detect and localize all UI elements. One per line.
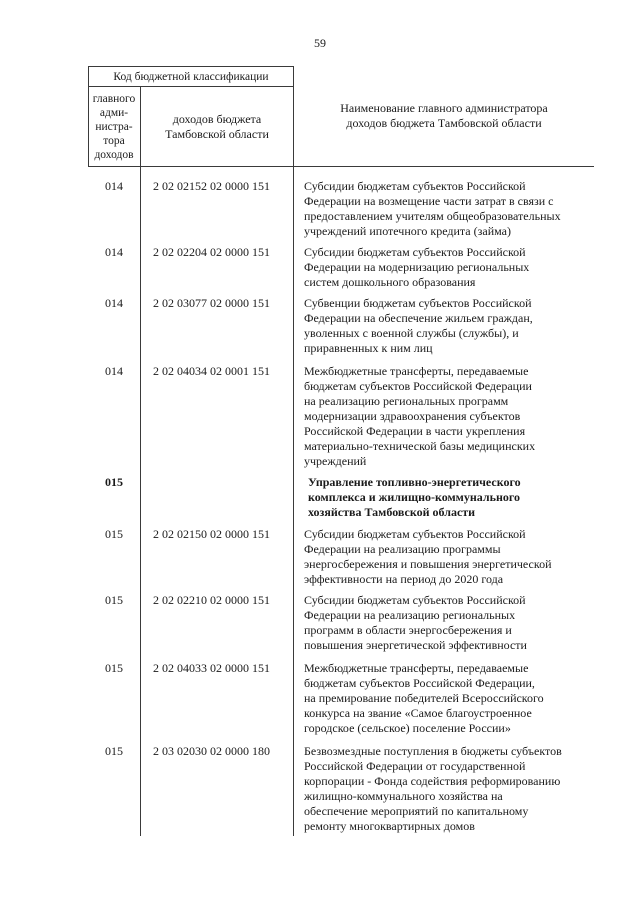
row-admin-name: Субсидии бюджетам субъектов Российской Федерации на реализацию региональных программ в области энергосбережения и повышения энергетической эффективности [304,593,527,652]
row-kbk-code: 2 02 02210 02 0000 151 [153,593,270,607]
row-admin-code: 014 [105,179,123,193]
row-admin-code: 015 [105,593,123,607]
main-admin-header: главного адми- нистра- тора доходов [92,93,136,161]
table-top-border [88,66,294,67]
row-kbk-code: 2 02 04033 02 0000 151 [153,661,270,675]
row-kbk-code: 2 02 02204 02 0000 151 [153,245,270,259]
row-admin-code: 015 [105,527,123,541]
header-divider-line [88,86,294,87]
row-kbk-code: 2 02 03077 02 0000 151 [153,296,270,310]
regional-revenue-header: доходов бюджета Тамбовской области [165,112,269,141]
section-admin-name: Управление топливно-энергетического комплекса и жилищно-коммунального хозяйства Тамбовской области [308,475,521,519]
column-divider-kbk [293,66,294,836]
header-bottom-border [88,166,594,167]
row-kbk-code: 2 02 02150 02 0000 151 [153,527,270,541]
row-admin-code: 015 [105,661,123,675]
row-admin-name: Субсидии бюджетам субъектов Российской Федерации на возмещение части затрат в связи с предоставлением учителям общеобразовательных учреждений ипотечного кредита (займа) [304,179,561,238]
admin-name-header: Наименование главного администратора доходов бюджета Тамбовской области [340,101,548,130]
row-admin-code: 014 [105,245,123,259]
page-number: 59 [314,36,326,50]
row-admin-code: 014 [105,364,123,378]
budget-classification-header: Код бюджетной классификации [113,71,269,83]
column-divider-code [140,86,141,836]
row-kbk-code: 2 02 02152 02 0000 151 [153,179,270,193]
row-admin-code: 015 [105,744,123,758]
row-admin-name: Субвенции бюджетам субъектов Российской Федерации на обеспечение жильем граждан, уволенных с военной службы (службы), и приравненных к ним лиц [304,296,533,355]
section-admin-code: 015 [105,475,123,489]
row-kbk-code: 2 03 02030 02 0000 180 [153,744,270,758]
row-admin-code: 014 [105,296,123,310]
row-admin-name: Безвозмездные поступления в бюджеты субъектов Российской Федерации от государственной корпорации - Фонда содействия реформированию жилищно-коммунального хозяйства на обеспечение мероприятий по капитальному ремонту многоквартирных домов [304,744,562,833]
row-admin-name: Субсидии бюджетам субъектов Российской Федерации на реализацию программы энергосбережения и повышения энергетической эффективности на период до 2020 года [304,527,552,586]
row-admin-name: Межбюджетные трансферты, передаваемые бюджетам субъектов Российской Федерации, на премирование победителей Всероссийского конкурса на звание «Самое благоустроенное городское (сельское) поселение России» [304,661,544,735]
row-admin-name: Межбюджетные трансферты, передаваемые бюджетам субъектов Российской Федерации на реализацию региональных программ модернизации здравоохранения субъектов Российской Федерации в части укрепления материально-технической базы медицинских учреждений [304,364,536,468]
row-admin-name: Субсидии бюджетам субъектов Российской Федерации на модернизацию региональных систем дошкольного образования [304,245,530,289]
row-kbk-code: 2 02 04034 02 0001 151 [153,364,270,378]
